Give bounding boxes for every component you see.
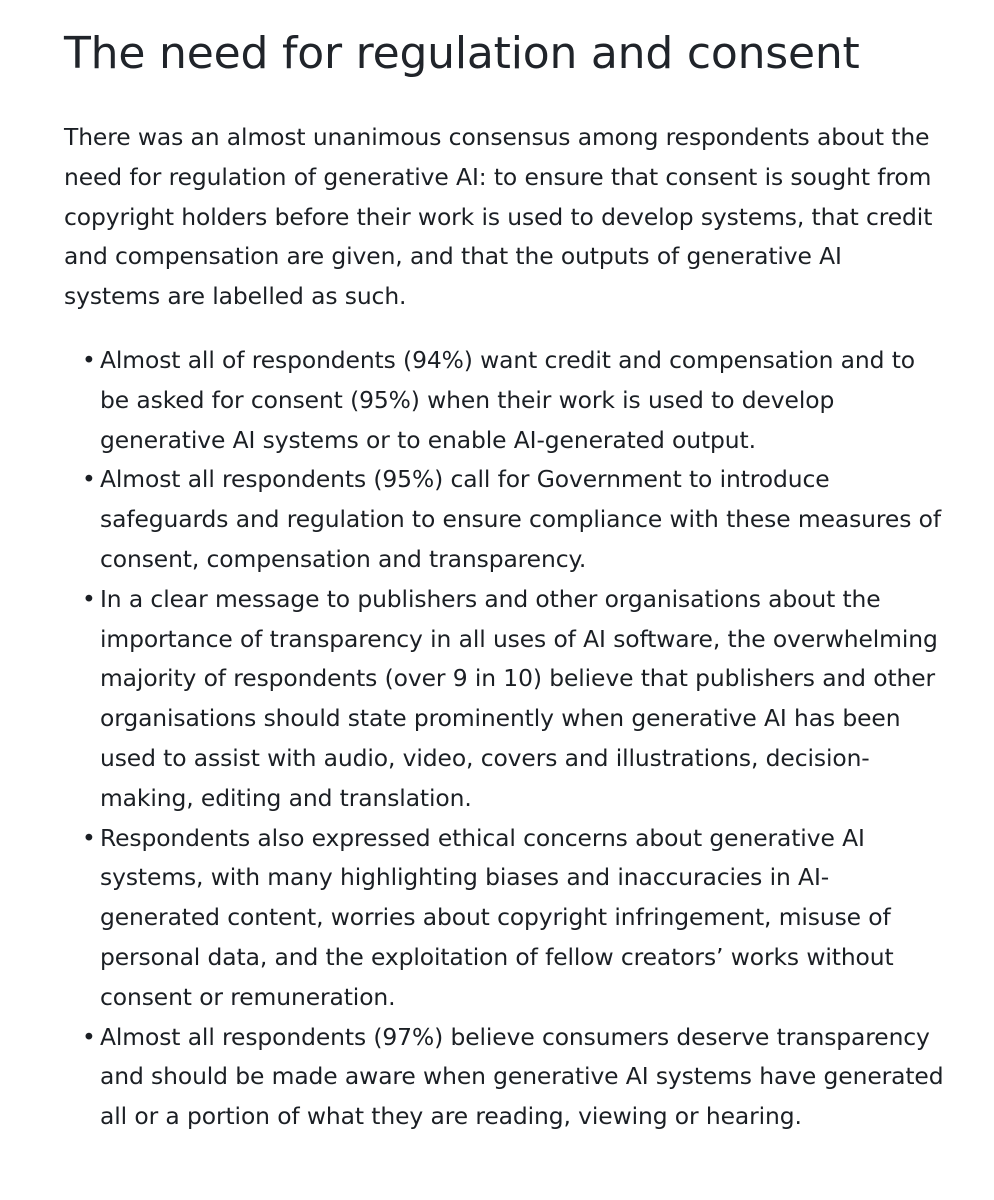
page-title: The need for regulation and consent xyxy=(64,28,860,79)
list-item-text: Almost all respondents (97%) believe consumers deserve transparency and should be made aware when generative AI systems have generated all or a portion of what they are reading, viewing or hearing. xyxy=(100,1022,944,1131)
bullet-icon: • xyxy=(82,465,96,494)
article xyxy=(64,26,944,1137)
bullet-icon: • xyxy=(82,345,96,374)
intro-paragraph: There was an almost unanimous consensus among respondents about the need for regulation of generative AI: to ensure that consent is sought from copyright holders before their work is used to develop systems, that credit and compensation are given, and that the outputs of generative AI systems are labelled as such. xyxy=(64,123,933,311)
bullet-icon: • xyxy=(82,584,96,613)
list-item xyxy=(82,819,944,1018)
list-item-text: Almost all of respondents (94%) want credit and compensation and to be asked for consent (95%) when their work is used to develop generative AI systems or to enable AI-generated output. xyxy=(100,345,915,454)
list-item-text: Respondents also expressed ethical concerns about generative AI systems, with many highlighting biases and inaccuracies in AI-generated content, worries about copyright infringement, misuse of personal data, and the exploitation of fellow creators’ works without consent or remuneration. xyxy=(100,823,894,1011)
list-item-text: Almost all respondents (95%) call for Government to introduce safeguards and regulation to ensure compliance with these measures of consent, compensation and transparency. xyxy=(100,465,941,573)
bullet-icon: • xyxy=(82,823,96,852)
bullet-icon: • xyxy=(82,1022,96,1051)
list-item-text: In a clear message to publishers and other organisations about the importance of transparency in all uses of AI software, the overwhelming majority of respondents (over 9 in 10) believe that publishers and other organisations should state prominently when generative AI has been used to assist with audio, video, covers and illustrations, decision-making, editing and translation. xyxy=(100,584,938,812)
findings-list xyxy=(64,341,944,1137)
list-item xyxy=(82,580,944,819)
list-item xyxy=(82,341,944,460)
list-item xyxy=(82,1018,944,1137)
list-item xyxy=(82,460,944,579)
